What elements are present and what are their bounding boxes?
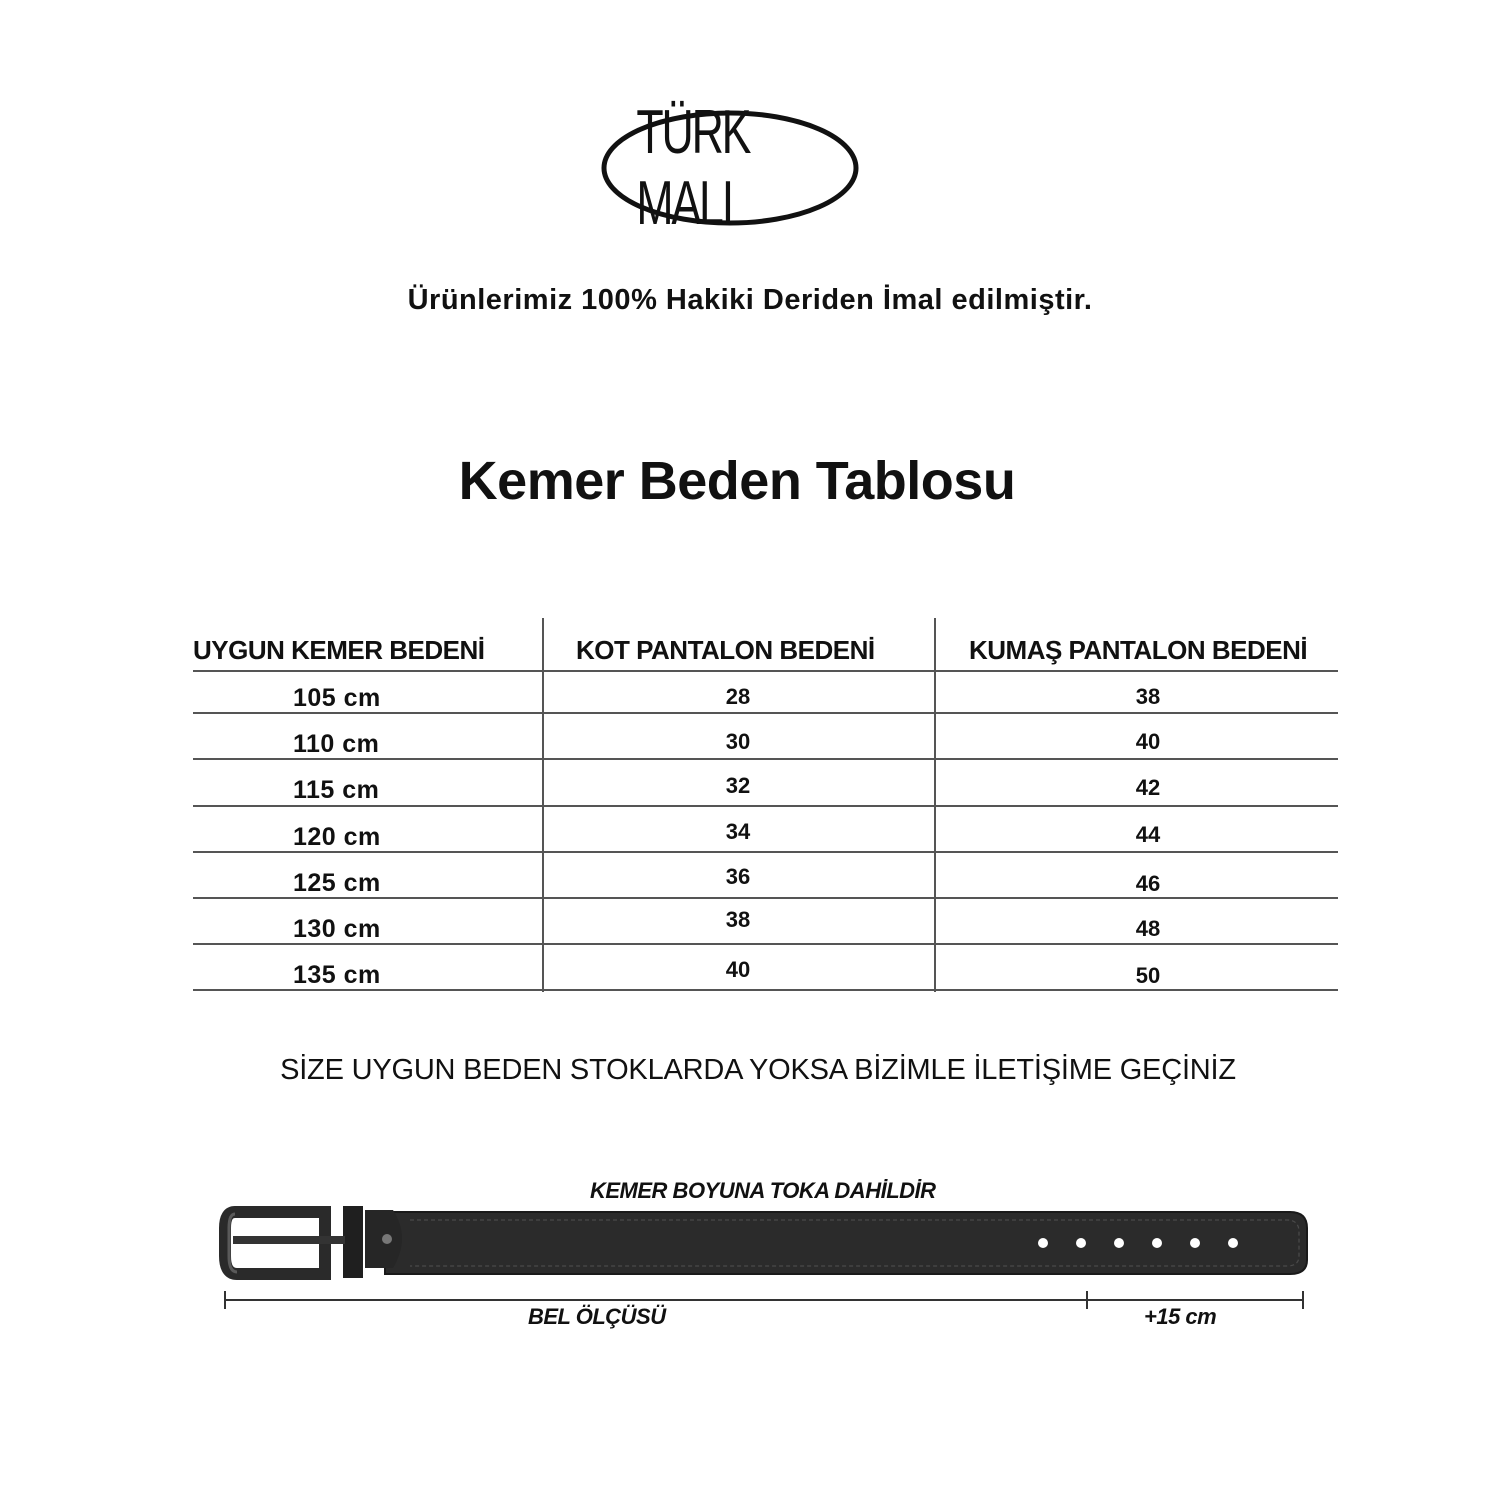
extra-measure-line bbox=[1086, 1299, 1302, 1301]
table-cell-belt: 130 cm bbox=[293, 915, 381, 943]
waist-measure-line bbox=[224, 1299, 1086, 1301]
waist-label: BEL ÖLÇÜSÜ bbox=[528, 1304, 666, 1329]
belt-hole bbox=[1228, 1238, 1238, 1248]
table-cell-jeans: 34 bbox=[725, 819, 751, 844]
size-table bbox=[193, 618, 1338, 992]
table-cell-belt: 120 cm bbox=[293, 823, 381, 851]
belt-rivet bbox=[382, 1234, 392, 1244]
table-cell-jeans: 36 bbox=[725, 864, 751, 889]
row-divider bbox=[193, 670, 1338, 672]
buckle-prong bbox=[233, 1236, 345, 1244]
table-cell-trousers: 42 bbox=[1135, 775, 1161, 800]
table-cell-belt: 125 cm bbox=[293, 869, 381, 897]
belt-illustration bbox=[215, 1198, 1315, 1288]
belt-strap bbox=[385, 1212, 1307, 1274]
table-cell-jeans: 32 bbox=[725, 773, 751, 798]
turk-mali-logo bbox=[600, 98, 860, 238]
row-divider bbox=[193, 805, 1338, 807]
table-cell-trousers: 44 bbox=[1135, 822, 1161, 847]
belt-hole bbox=[1038, 1238, 1048, 1248]
stock-notice: SİZE UYGUN BEDEN STOKLARDA YOKSA BİZİMLE İLETİŞİME GEÇİNİZ bbox=[280, 1054, 1236, 1086]
extra-length-label: +15 cm bbox=[1144, 1304, 1217, 1329]
belt-hole bbox=[1190, 1238, 1200, 1248]
belt-hole bbox=[1152, 1238, 1162, 1248]
table-cell-trousers: 48 bbox=[1135, 916, 1161, 941]
table-cell-belt: 110 cm bbox=[293, 730, 380, 758]
table-cell-jeans: 28 bbox=[725, 684, 751, 709]
table-cell-belt: 115 cm bbox=[293, 776, 380, 804]
table-cell-jeans: 38 bbox=[725, 907, 751, 932]
table-cell-belt: 105 cm bbox=[293, 684, 381, 712]
table-cell-trousers: 40 bbox=[1135, 729, 1161, 754]
belt-caption: KEMER BOYUNA TOKA DAHİLDİR bbox=[590, 1178, 936, 1203]
belt-keeper bbox=[343, 1206, 363, 1278]
table-cell-trousers: 46 bbox=[1135, 871, 1161, 896]
table-cell-jeans: 40 bbox=[725, 957, 751, 982]
header-belt-size: UYGUN KEMER BEDENİ bbox=[193, 635, 485, 665]
header-trousers-size: KUMAŞ PANTALON BEDENİ bbox=[969, 635, 1308, 665]
table-cell-trousers: 38 bbox=[1135, 684, 1161, 709]
tagline: Ürünlerimiz 100% Hakiki Deriden İmal edilmiştir. bbox=[407, 284, 1093, 316]
belt-hole bbox=[1114, 1238, 1124, 1248]
header-jeans-size: KOT PANTALON BEDENİ bbox=[576, 635, 875, 665]
table-cell-jeans: 30 bbox=[725, 729, 751, 754]
logo-text: TÜRK MALI bbox=[636, 98, 750, 238]
table-cell-trousers: 50 bbox=[1135, 963, 1161, 988]
measure-tick bbox=[1302, 1291, 1304, 1309]
page-title: Kemer Beden Tablosu bbox=[458, 451, 1016, 511]
belt-hole bbox=[1076, 1238, 1086, 1248]
table-cell-belt: 135 cm bbox=[293, 961, 381, 989]
